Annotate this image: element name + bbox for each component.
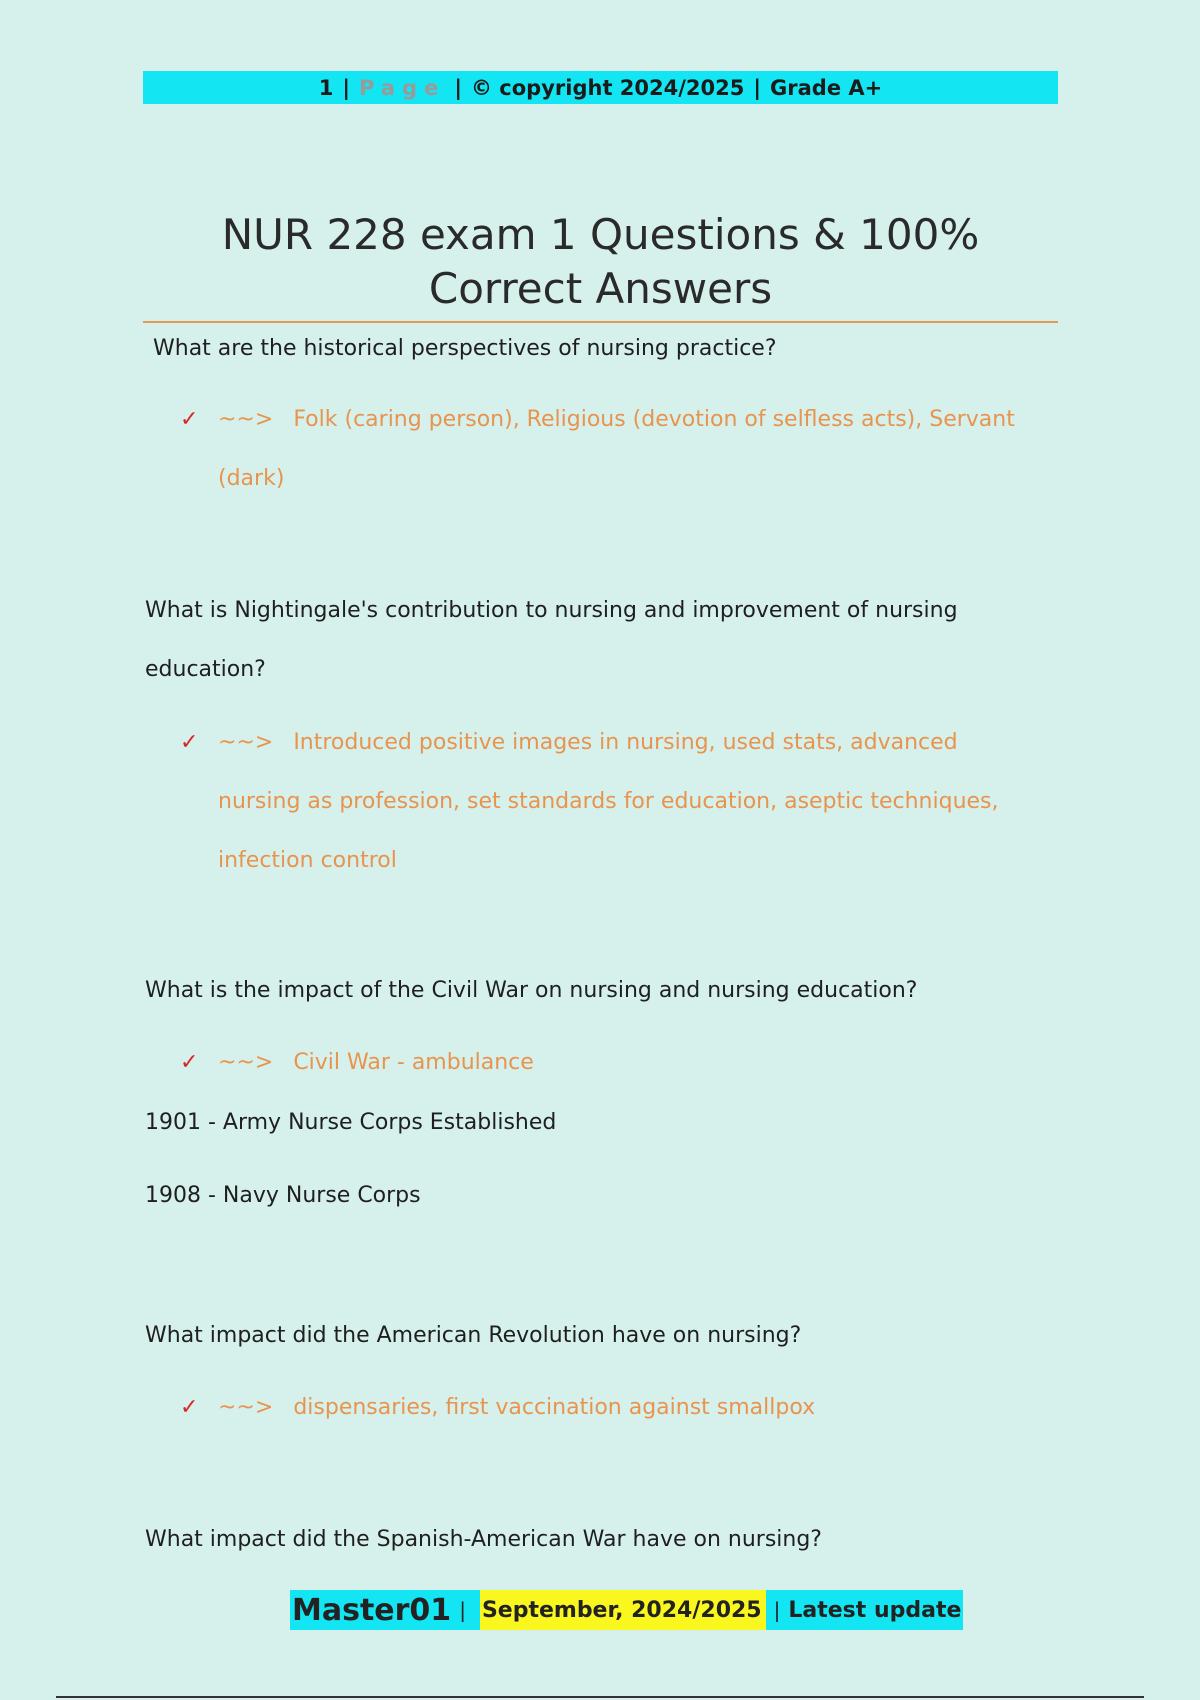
header-separator-2: | [454,75,462,100]
footer-update-segment [766,1590,964,1630]
document-title [143,208,1058,316]
checkmark-icon: ✓ [180,1395,199,1420]
header-separator-3: | [753,75,762,100]
answer-2-line-3: infection control [218,848,397,873]
footer-separator-1: | [459,1598,466,1622]
page-number: 1 [318,75,334,100]
page-header-bar [143,71,1058,104]
answer-4 [180,1378,815,1437]
question-2-line-1: What is Nightingale's contribution to nursing and improvement of nursing [145,598,958,623]
page-footer-bar [290,1590,963,1630]
answer-arrow: ~~> [218,1050,274,1075]
answer-2-line-2: nursing as profession, set standards for education, aseptic techniques, [218,789,999,814]
answer-3-line-1: Civil War - ambulance [293,1050,534,1075]
answer-1-line-1: Folk (caring person), Religious (devotion of selfless acts), Servant [293,407,1015,432]
footer-update: Latest update [788,1597,962,1623]
checkmark-icon: ✓ [180,407,199,432]
title-divider [143,321,1058,323]
checkmark-icon: ✓ [180,730,199,755]
footer-date-segment [480,1590,766,1630]
answer-2 [180,713,999,890]
title-line-2: Correct Answers [428,264,773,313]
header-separator-1: | [342,75,351,100]
footer-date: September, 2024/2025 [481,1597,762,1623]
footer-brand-segment [290,1590,480,1630]
answer-4-line-1: dispensaries, first vaccination against smallpox [293,1395,816,1420]
question-2-line-2: education? [145,657,266,682]
bottom-divider [56,1696,1144,1698]
answer-arrow: ~~> [218,407,274,432]
question-5: What impact did the Spanish-American War have on nursing? [145,1527,822,1552]
footer-separator-2: | [773,1598,781,1622]
answer-3 [180,1033,534,1092]
footer-brand: Master01 [292,1592,452,1628]
checkmark-icon: ✓ [180,1050,199,1075]
answer-arrow: ~~> [218,1395,274,1420]
question-3: What is the impact of the Civil War on nursing and nursing education? [145,978,918,1003]
page-word: Page [359,75,446,100]
answer-1 [180,390,1015,508]
question-1: What are the historical perspectives of nursing practice? [153,336,777,361]
answer-1-line-2: (dark) [218,466,285,491]
grade-text: Grade A+ [770,75,883,100]
question-4: What impact did the American Revolution have on nursing? [145,1323,802,1348]
copyright-text: © copyright 2024/2025 [471,75,745,100]
title-line-1: NUR 228 exam 1 Questions & 100% [221,210,980,259]
answer-3-extra-line-2: 1908 - Navy Nurse Corps [145,1183,421,1208]
answer-3-extra-line-1: 1901 - Army Nurse Corps Established [145,1110,557,1135]
answer-2-line-1: Introduced positive images in nursing, used stats, advanced [293,730,958,755]
answer-arrow: ~~> [218,730,274,755]
